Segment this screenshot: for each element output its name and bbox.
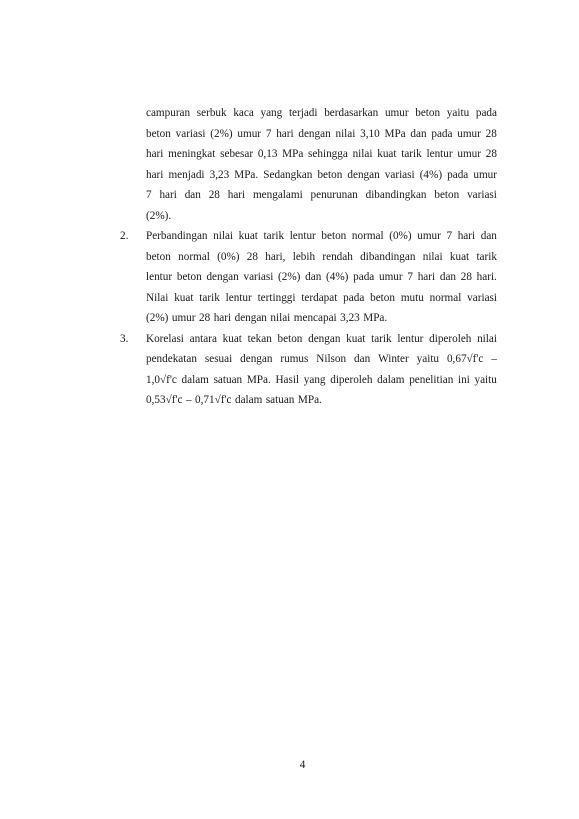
- text-line: pendekatan sesuai dengan rumus Nilson dan Winter yaitu 0,67√f'c –: [146, 353, 497, 365]
- text-line: beton variasi (2%) umur 7 hari dengan nilai 3,10 MPa dan pada umur 28: [146, 127, 497, 140]
- text-line: hari menjadi 3,23 MPa. Sedangkan beton dengan variasi (4%) pada umur: [146, 168, 497, 181]
- text-line: (2%) umur 28 hari dengan nilai mencapai 3,23 MPa.: [146, 312, 388, 324]
- text-line: 1,0√f'c dalam satuan MPa. Hasil yang diperoleh dalam penelitian ini yaitu: [146, 373, 497, 386]
- text-line: 7 hari dan 28 hari mengalami penurunan dibandingkan beton variasi: [146, 189, 497, 201]
- list-item-number: 2.: [120, 230, 129, 242]
- page-body: [120, 103, 497, 411]
- paragraph-continuation: [146, 103, 497, 226]
- list-item: [120, 329, 497, 411]
- text-line: 0,53√f'c – 0,71√f'c dalam satuan MPa.: [146, 394, 322, 406]
- text-line: campuran serbuk kaca yang terjadi berdasarkan umur beton yaitu pada: [146, 107, 497, 119]
- page-number: 4: [299, 759, 306, 771]
- text-line: Perbandingan nilai kuat tarik lentur beton normal (0%) umur 7 hari dan: [146, 230, 497, 242]
- numbered-list: [120, 226, 497, 411]
- text-line: Korelasi antara kuat tekan beton dengan kuat tarik lentur diperoleh nilai: [146, 332, 497, 345]
- text-line: lentur beton dengan variasi (2%) dan (4%) pada umur 7 hari dan 28 hari.: [146, 271, 497, 283]
- list-item-number: 3.: [120, 332, 129, 345]
- text-line: (2%).: [146, 209, 172, 222]
- text-line: Nilai kuat tarik lentur tertinggi terdapat pada beton mutu normal variasi: [146, 291, 497, 304]
- text-line: beton normal (0%) 28 hari, lebih rendah dibandingan nilai kuat tarik: [146, 250, 497, 263]
- list-item: [120, 226, 497, 329]
- text-line: hari meningkat sebesar 0,13 MPa sehingga nilai kuat tarik lentur umur 28: [146, 148, 497, 160]
